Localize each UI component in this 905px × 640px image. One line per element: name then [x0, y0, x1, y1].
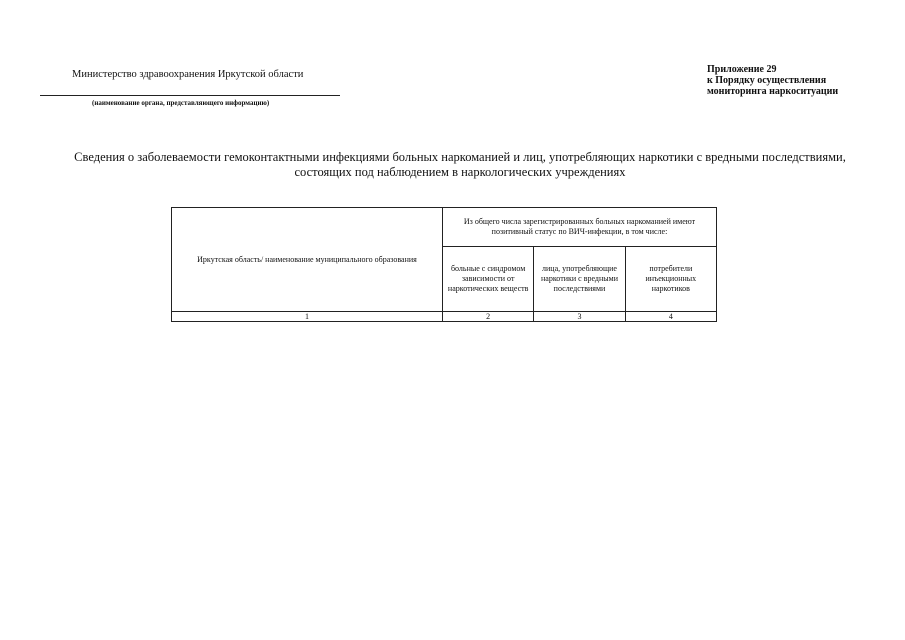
col-header-region: Иркутская область/ наименование муниципального образования — [172, 208, 443, 312]
col-header-injection-users: потребители инъекционных наркотиков — [625, 247, 716, 312]
column-number-2: 2 — [443, 312, 534, 322]
col-group-header-hiv: Из общего числа зарегистрированных больных наркоманией имеют позитивный статус по ВИЧ-инфекции, в том числе: — [443, 208, 717, 247]
org-name-underline — [40, 95, 340, 96]
appendix-line-1: Приложение 29 — [707, 64, 777, 75]
column-number-4: 4 — [625, 312, 716, 322]
appendix-line-3: мониторинга наркоситуации — [707, 86, 839, 97]
appendix-line-2: к Порядку осуществления — [707, 75, 827, 86]
col-header-harmful-use: лица, употребляющие наркотики с вредными последствиями — [534, 247, 625, 312]
column-number-1: 1 — [172, 312, 443, 322]
title-line-1: Сведения о заболеваемости гемоконтактными инфекциями больных наркоманией и лиц, употребляющих наркотики с вредными последствиями, — [74, 150, 846, 164]
org-name-caption: (наименование органа, представляющего информацию) — [92, 99, 270, 107]
column-number-3: 3 — [534, 312, 625, 322]
col-header-dependence: больные с синдромом зависимости от наркотических веществ — [443, 247, 534, 312]
appendix-reference — [707, 64, 838, 97]
ministry-name: Министерство здравоохранения Иркутской области — [72, 69, 304, 80]
document-title — [40, 150, 880, 180]
title-line-2: состоящих под наблюдением в наркологических учреждениях — [294, 165, 626, 179]
report-table — [171, 207, 717, 322]
